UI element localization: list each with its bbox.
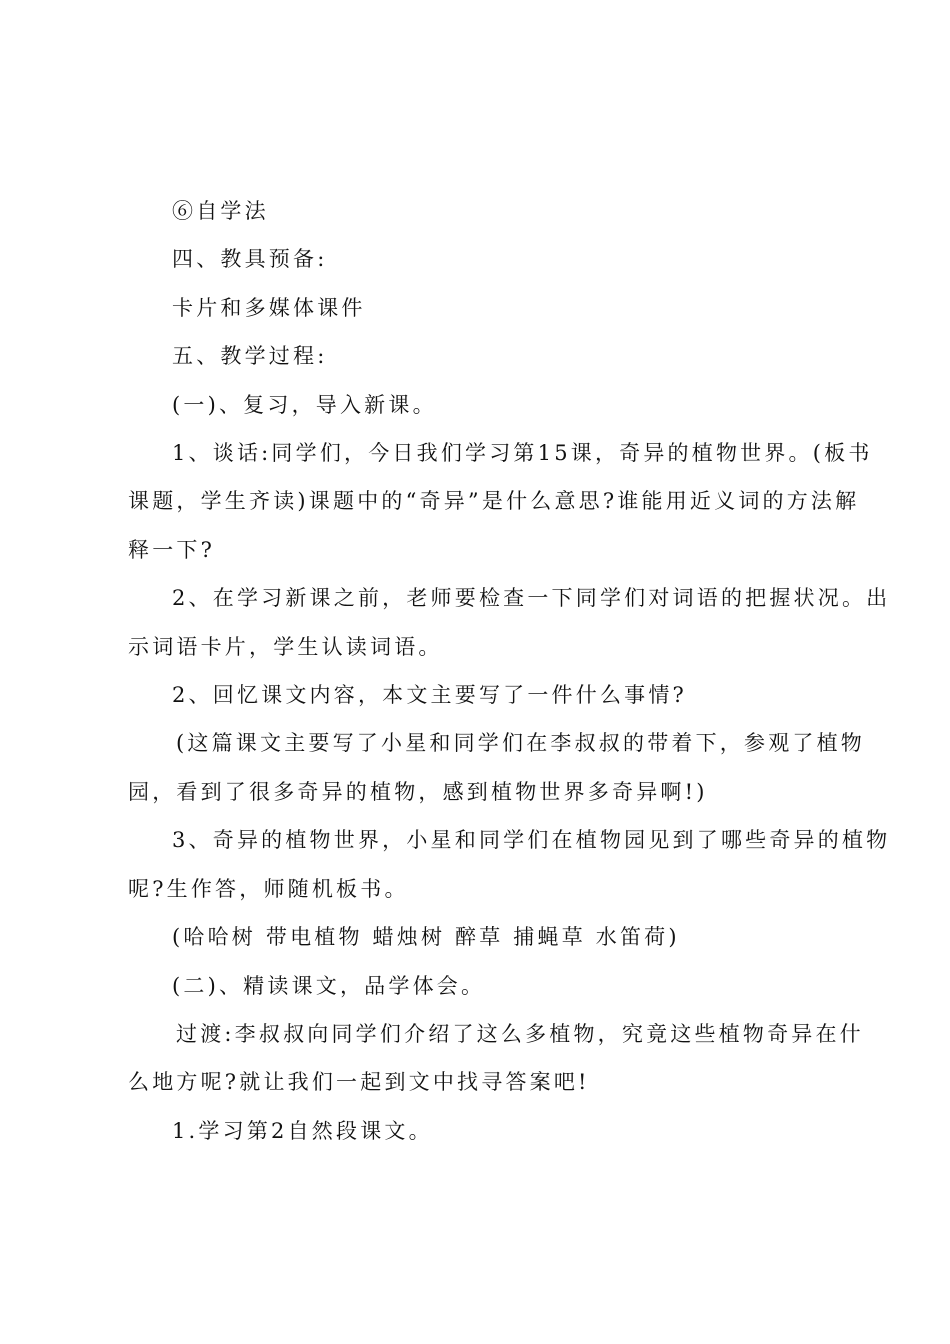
paragraph-line: 呢?生作答，师随机板书。: [128, 876, 409, 901]
paragraph-line: (这篇课文主要写了小星和同学们在李叔叔的带着下，参观了植物: [176, 731, 865, 756]
method-item-self-study: ⑥自学法: [172, 199, 269, 223]
paragraph-line: 1、谈话:同学们，今日我们学习第15课，奇异的植物世界。(板书: [172, 441, 873, 466]
subsection-heading-review: (一)、复习，导入新课。: [172, 392, 437, 417]
section-heading-teaching-process: 五、教学过程:: [172, 344, 328, 369]
subsection-heading-close-reading: (二)、精读课文，品学体会。: [172, 973, 486, 998]
document-body: [128, 187, 891, 1155]
paragraph-line: 释一下?: [128, 537, 216, 562]
paragraph-line: 示词语卡片，学生认读词语。: [128, 634, 443, 659]
paragraph-line: 课题，学生齐读)课题中的“奇异”是什么意思?谁能用近义词的方法解: [128, 489, 860, 514]
paragraph-line: 2、在学习新课之前，老师要检查一下同学们对词语的把握状况。出: [172, 586, 891, 611]
paragraph-line: 3、奇异的植物世界，小星和同学们在植物园见到了哪些奇异的植物: [172, 828, 891, 853]
paragraph-line: 么地方呢?就让我们一起到文中找寻答案吧!: [128, 1070, 590, 1095]
paragraph-line: 过渡:李叔叔向同学们介绍了这么多植物，究竟这些植物奇异在什: [176, 1021, 864, 1046]
plant-list: (哈哈树 带电植物 蜡烛树 醉草 捕蝇草 水笛荷): [172, 925, 680, 950]
teaching-aids-text: 卡片和多媒体课件: [172, 295, 366, 320]
section-heading-teaching-aids: 四、教具预备:: [172, 247, 328, 272]
paragraph-line: 1.学习第2自然段课文。: [172, 1118, 433, 1143]
paragraph-line: 2、回忆课文内容，本文主要写了一件什么事情?: [172, 683, 688, 708]
paragraph-line: 园，看到了很多奇异的植物，感到植物世界多奇异啊!): [128, 779, 708, 804]
